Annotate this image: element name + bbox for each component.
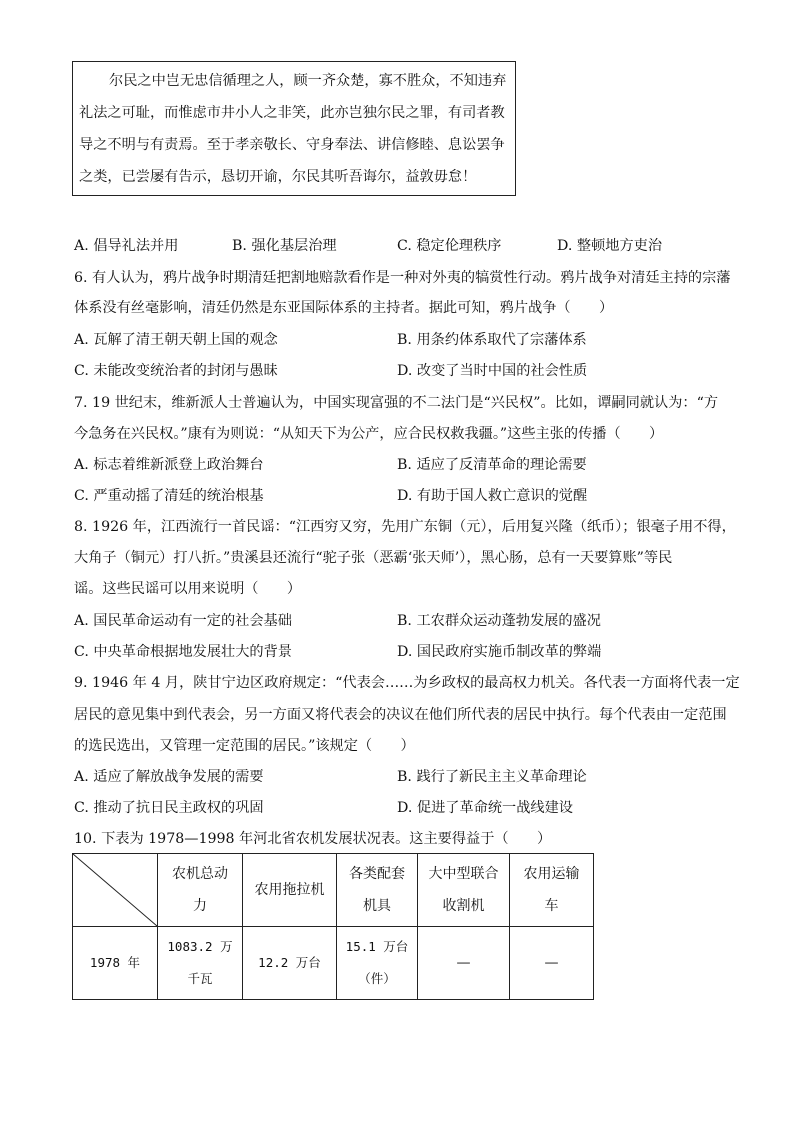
q9-option-b[interactable]: B. 践行了新民主主义革命理论 xyxy=(397,769,587,785)
header-total-power xyxy=(158,854,243,927)
q5-option-c[interactable]: C. 稳定伦理秩序 xyxy=(397,238,502,254)
q6-stem-line-1: 6. 有人认为，鸦片战争时期清廷把割地赔款看作是一种对外夷的犒赏性行动。鸦片战争对清廷主持的宗藩 xyxy=(74,270,731,286)
q9-stem-line-3: 的选民选出，又管理一定范围的居民。”该规定（ ） xyxy=(74,738,415,754)
cell-line: （件） xyxy=(358,971,396,986)
q9-stem-line-2: 居民的意见集中到代表会，另一方面又将代表会的决议在他们所代表的居民中执行。每个代表由一定范围 xyxy=(74,707,727,723)
q9-option-a[interactable]: A. 适应了解放战争发展的需要 xyxy=(74,769,264,785)
row-label: 1978 年 xyxy=(73,927,158,1000)
header-line: 力 xyxy=(193,898,207,914)
quote-line-1: 尔民之中岂无忠信循理之人，顾一齐众楚，寡不胜众，不知违弃 xyxy=(109,73,507,89)
header-transport-vehicle xyxy=(510,854,594,927)
q6-option-a[interactable]: A. 瓦解了清王朝天朝上国的观念 xyxy=(74,332,278,348)
q8-stem-line-2: 大角子（铜元）打八折。”贵溪县还流行“驼子张（恶霸‘张天师’），黑心肠，总有一天要算账”等民 xyxy=(74,550,673,566)
table-cell xyxy=(158,927,243,1000)
header-combine-harvester xyxy=(418,854,510,927)
quote-line-3: 导之不明与有责焉。至于孝亲敬长、守身奉法、讲信修睦、息讼罢争 xyxy=(79,137,505,153)
header-line: 车 xyxy=(544,898,559,914)
q7-option-d[interactable]: D. 有助于国人救亡意识的觉醒 xyxy=(397,488,588,504)
quote-line-2: 礼法之可耻，而惟虑市井小人之非笑，此亦岂独尔民之罪，有司者教 xyxy=(79,105,505,121)
q8-stem-line-3: 谣。这些民谣可以用来说明（ ） xyxy=(74,581,302,597)
header-line: 农用拖拉机 xyxy=(254,882,325,898)
q5-option-a[interactable]: A. 倡导礼法并用 xyxy=(74,238,179,254)
q6-option-d[interactable]: D. 改变了当时中国的社会性质 xyxy=(397,363,588,379)
table-cell xyxy=(418,927,510,1000)
cell-line: 15.1 万台 xyxy=(345,939,409,954)
q7-option-b[interactable]: B. 适应了反清革命的理论需要 xyxy=(397,457,587,473)
q7-stem-line-2: 今急务在兴民权。”康有为则说：“从知天下为公产，应合民权救我疆。”这些主张的传播（ ） xyxy=(74,426,664,442)
q8-option-d[interactable]: D. 国民政府实施币制改革的弊端 xyxy=(397,644,602,660)
q8-stem-line-1: 8. 1926 年，江西流行一首民谣：“江西穷又穷，先用广东铜（元），后用复兴隆（纸币）；银毫子用不得， xyxy=(74,519,736,535)
q9-option-c[interactable]: C. 推动了抗日民主政权的巩固 xyxy=(74,800,264,816)
farm-machinery-table xyxy=(72,853,594,1000)
header-tractor xyxy=(243,854,337,927)
q9-stem-line-1: 9. 1946 年 4 月，陕甘宁边区政府规定：“代表会……为乡政权的最高权力机关。各代表一方面将代表一定 xyxy=(74,675,740,691)
header-line: 大中型联合 xyxy=(428,866,499,882)
q7-stem-line-1: 7. 19 世纪末，维新派人士普遍认为，中国实现富强的不二法门是“兴民权”。比如，谭嗣同就认为：“方 xyxy=(74,395,719,411)
cell-line: 1083.2 万 xyxy=(167,939,233,954)
q5-option-d[interactable]: D. 整顿地方吏治 xyxy=(557,238,663,254)
quote-line-4: 之类，已尝屡有告示，恳切开谕，尔民其听吾诲尔，益敦毋怠！ xyxy=(79,169,477,185)
header-line: 各类配套 xyxy=(349,866,405,882)
header-line: 收割机 xyxy=(442,898,485,914)
q6-option-c[interactable]: C. 未能改变统治者的封闭与愚昧 xyxy=(74,363,278,379)
table-header-row xyxy=(73,854,594,927)
table-cell xyxy=(510,927,594,1000)
header-line: 农用运输 xyxy=(523,866,580,882)
header-line: 机具 xyxy=(363,898,391,914)
table-row xyxy=(73,927,594,1000)
table-cell xyxy=(337,927,418,1000)
cell-line: 千瓦 xyxy=(187,971,213,986)
q7-option-a[interactable]: A. 标志着维新派登上政治舞台 xyxy=(74,457,264,473)
header-line: 农机总动 xyxy=(172,866,228,882)
q7-option-c[interactable]: C. 严重动摇了清廷的统治根基 xyxy=(74,488,264,504)
cell-line: 12.2 万台 xyxy=(258,955,321,970)
diagonal-header-cell xyxy=(73,854,158,927)
q6-option-b[interactable]: B. 用条约体系取代了宗藩体系 xyxy=(397,332,587,348)
table-cell xyxy=(243,927,337,1000)
q10-stem: 10. 下表为 1978—1998 年河北省农机发展状况表。这主要得益于（ ） xyxy=(74,831,552,847)
q8-option-c[interactable]: C. 中央革命根据地发展壮大的背景 xyxy=(74,644,292,660)
cell-line: — xyxy=(544,955,559,971)
diagonal-line-icon xyxy=(73,854,157,926)
q8-option-a[interactable]: A. 国民革命运动有一定的社会基础 xyxy=(74,613,292,629)
header-implements xyxy=(337,854,418,927)
q8-option-b[interactable]: B. 工农群众运动蓬勃发展的盛况 xyxy=(397,613,601,629)
cell-line: — xyxy=(456,955,471,971)
q5-option-b[interactable]: B. 强化基层治理 xyxy=(232,238,337,254)
q9-option-d[interactable]: D. 促进了革命统一战线建设 xyxy=(397,800,573,816)
quote-box xyxy=(72,61,516,196)
q6-stem-line-2: 体系没有丝毫影响，清廷仍然是东亚国际体系的主持者。据此可知，鸦片战争（ ） xyxy=(74,300,614,316)
